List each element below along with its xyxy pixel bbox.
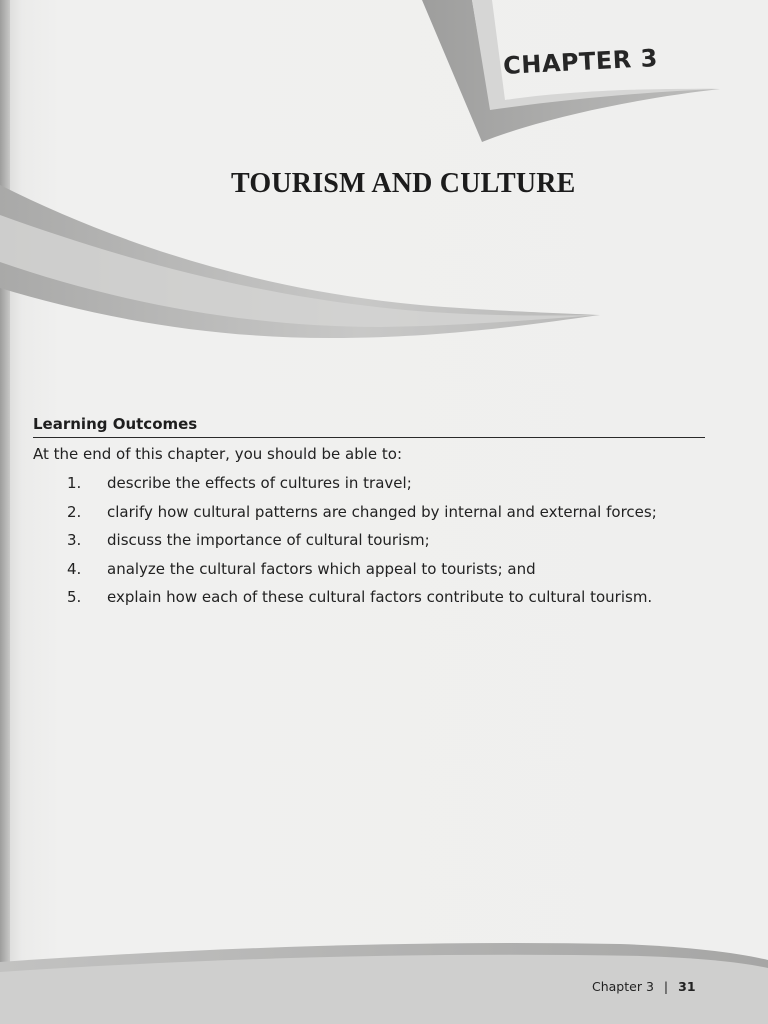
list-item-text: describe the effects of cultures in travel; xyxy=(107,474,412,492)
learning-outcomes-intro: At the end of this chapter, you should be able to: xyxy=(33,445,403,463)
list-item-number: 5. xyxy=(67,588,82,606)
chapter-title: TOURISM AND CULTURE xyxy=(231,168,576,199)
chapter-label: CHAPTER 3 xyxy=(502,43,659,80)
list-item-text: analyze the cultural factors which appeal to tourists; and xyxy=(107,559,536,578)
list-item-text: discuss the importance of cultural tourism; xyxy=(107,531,430,549)
page-number: 31 xyxy=(678,979,696,994)
list-item-text: clarify how cultural patterns are changed by internal and external forces; xyxy=(107,502,657,521)
footer-chapter: Chapter 3 xyxy=(592,979,654,994)
page-footer xyxy=(592,979,696,994)
list-item-number: 2. xyxy=(67,502,82,521)
list-item-text: explain how each of these cultural factors contribute to cultural tourism. xyxy=(107,588,653,606)
list-item-number: 3. xyxy=(67,531,82,549)
learning-outcomes-heading xyxy=(33,415,705,438)
list-item-number: 1. xyxy=(67,474,82,492)
list-item-number: 4. xyxy=(67,559,82,578)
learning-outcomes-heading-text: Learning Outcomes xyxy=(33,415,198,433)
footer-separator: | xyxy=(663,979,669,994)
